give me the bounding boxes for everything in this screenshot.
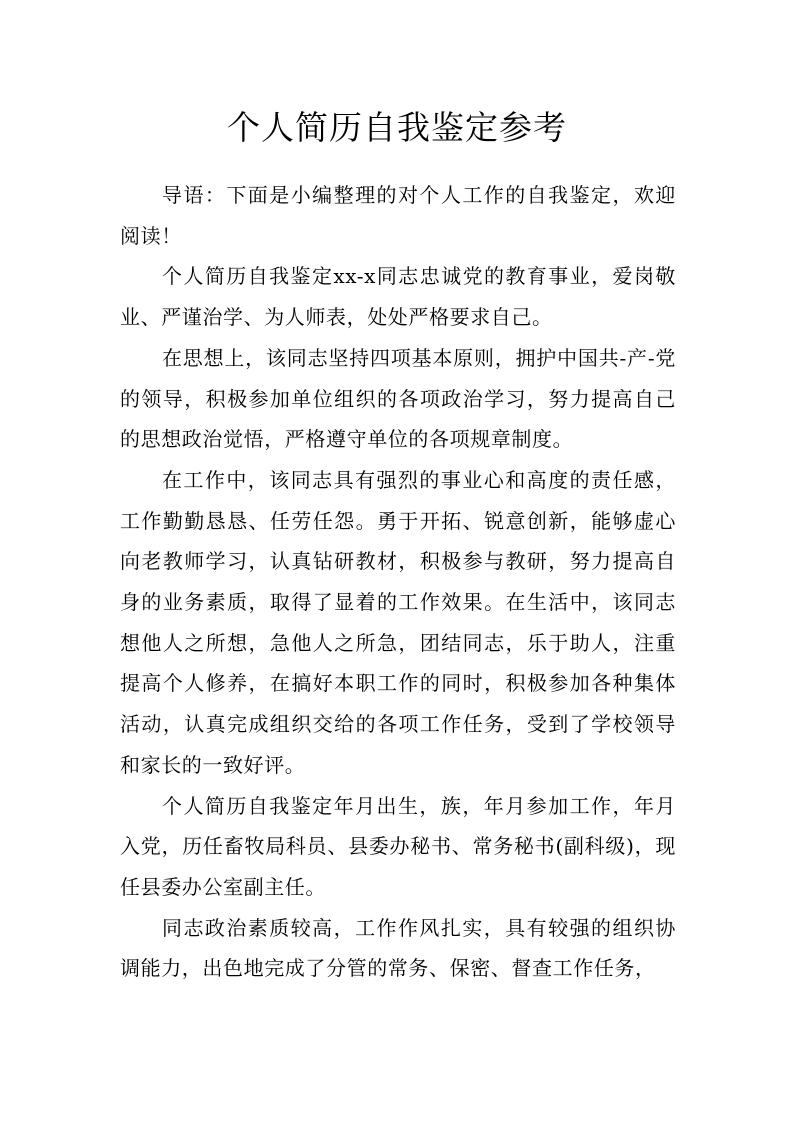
document-title: 个人简历自我鉴定参考 xyxy=(227,108,567,147)
document-body xyxy=(120,175,676,989)
paragraph-career: 个人简历自我鉴定年月出生，族，年月参加工作，年月入党，历任畜牧局科员、县委办秘书、常务秘书(副科级)，现任县委办公室副主任。 xyxy=(120,793,676,899)
paragraph-evaluation: 同志政治素质较高，工作作风扎实，具有较强的组织协调能力，出色地完成了分管的常务、保密、督查工作任务， xyxy=(120,915,676,981)
paragraph-work: 在工作中，该同志具有强烈的事业心和高度的责任感，工作勤勤恳恳、任劳任怨。勇于开拓、锐意创新，能够虚心向老教师学习，认真钻研教材，积极参与教研，努力提高自身的业务素质，取得了显着的工作效果。在生活中，该同志想他人之所想，急他人之所急，团结同志，乐于助人，注重提高个人修养，在搞好本职工作的同时，积极参加各种集体活动，认真完成组织交给的各项工作任务，受到了学校领导和家长的一致好评。 xyxy=(120,467,676,777)
paragraph-ideology: 在思想上，该同志坚持四项基本原则，拥护中国共-产-党的领导，积极参加单位组织的各项政治学习，努力提高自己的思想政治觉悟，严格遵守单位的各项规章制度。 xyxy=(120,345,676,452)
paragraph-intro: 导语：下面是小编整理的对个人工作的自我鉴定，欢迎阅读！ xyxy=(120,183,676,248)
paragraph-summary: 个人简历自我鉴定xx-x同志忠诚党的教育事业，爱岗敬业、严谨治学、为人师表，处处严格要求自己。 xyxy=(120,264,676,330)
